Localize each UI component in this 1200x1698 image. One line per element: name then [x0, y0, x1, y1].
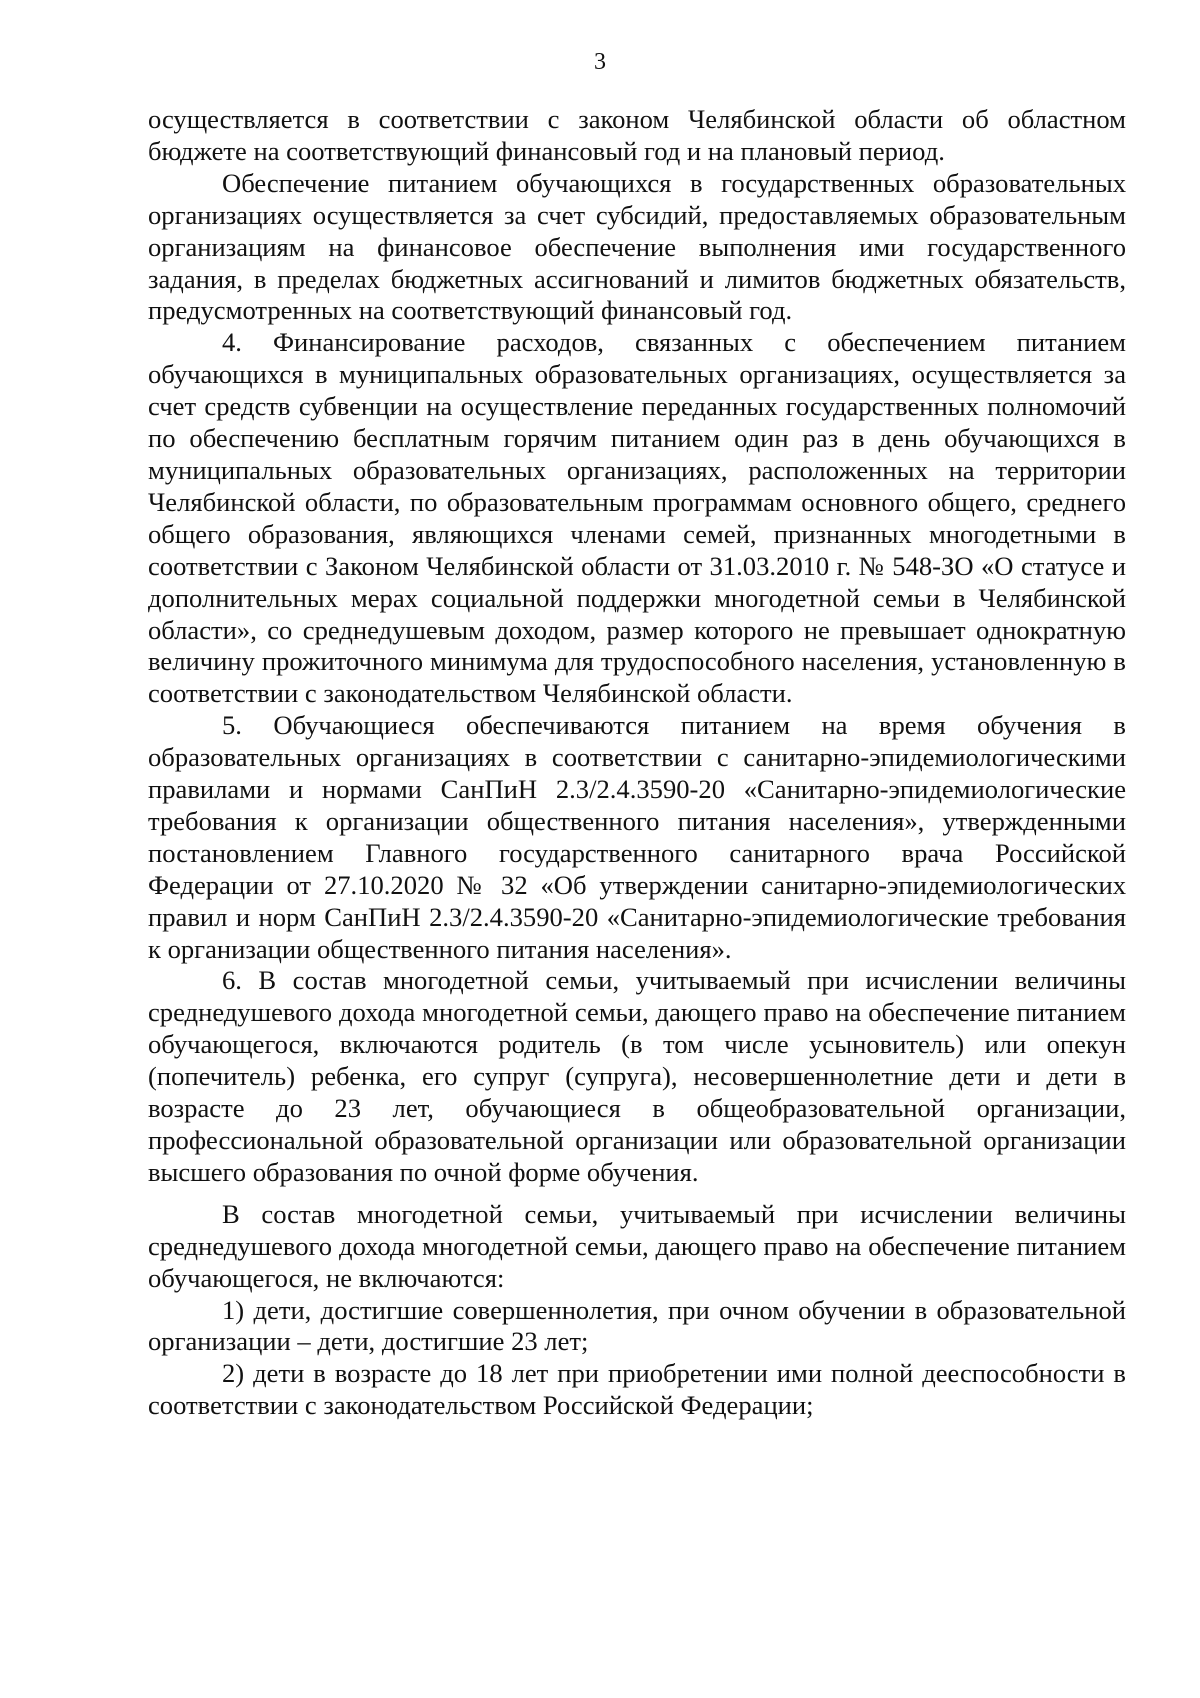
list-item-1: 1) дети, достигшие совершеннолетия, при очном обучении в образовательной организации – дети, достигшие 23 лет;	[148, 1294, 1126, 1357]
page-number: 3	[594, 49, 606, 75]
paragraph-exclusions-intro: В состав многодетной семьи, учитываемый при исчислении величины среднедушевого дохода многодетной семьи, дающего право на обеспечение питанием обучающегося, не включаются:	[148, 1198, 1126, 1293]
paragraph-item-4: 4. Финансирование расходов, связанных с обеспечением питанием обучающихся в муниципальных образовательных организациях, осуществляется за счет средств субвенции на осуществление переданных государственных полномочий по обеспечению бесплатным горячим питанием один раз в день обучающихся в муниципальных образовательных организациях, расположенных на территории Челябинской области, по образовательным программам основного общего, среднего общего образования, являющихся членами семей, признанных многодетными в соответствии с Законом Челябинской области от 31.03.2010 г. № 548-ЗО «О статусе и дополнительных мерах социальной поддержки многодетной семьи в Челябинской области», со среднедушевым доходом, размер которого не превышает однократную величину прожиточного минимума для трудоспособного населения, установленную в соответствии с законодательством Челябинской области.	[148, 327, 1126, 709]
document-body	[148, 104, 1126, 1422]
paragraph-item-6: 6. В состав многодетной семьи, учитываемый при исчислении величины среднедушевого дохода многодетной семьи, дающего право на обеспечение питанием обучающегося, включаются родитель (в том числе усыновитель) или опекун (попечитель) ребенка, его супруг (супруга), несовершеннолетние дети и дети в возрасте до 23 лет, обучающиеся в общеобразовательной организации, профессиональной образовательной организации или образовательной организации высшего образования по очной форме обучения.	[148, 965, 1126, 1187]
paragraph-state-organizations: Обеспечение питанием обучающихся в государственных образовательных организациях осуществляется за счет субсидий, предоставляемых образовательным организациям на финансовое обеспечение выполнения ими государственного задания, в пределах бюджетных ассигнований и лимитов бюджетных обязательств, предусмотренных на соответствующий финансовый год.	[148, 167, 1126, 326]
paragraph-item-5: 5. Обучающиеся обеспечиваются питанием на время обучения в образовательных организациях в соответствии с санитарно-эпидемиологическими правилами и нормами СанПиН 2.3/2.4.3590-20 «Санитарно-эпидемиологические требования к организации общественного питания населения», утвержденными постановлением Главного государственного санитарного врача Российской Федерации от 27.10.2020 № 32 «Об утверждении санитарно-эпидемиологических правил и норм СанПиН 2.3/2.4.3590-20 «Санитарно-эпидемиологические требования к организации общественного питания населения».	[148, 710, 1126, 964]
list-item-2: 2) дети в возрасте до 18 лет при приобретении ими полной дееспособности в соответствии с законодательством Российской Федерации;	[148, 1358, 1126, 1421]
paragraph-continuation: осуществляется в соответствии с законом Челябинской области об областном бюджете на соответствующий финансовый год и на плановый период.	[148, 104, 1126, 166]
